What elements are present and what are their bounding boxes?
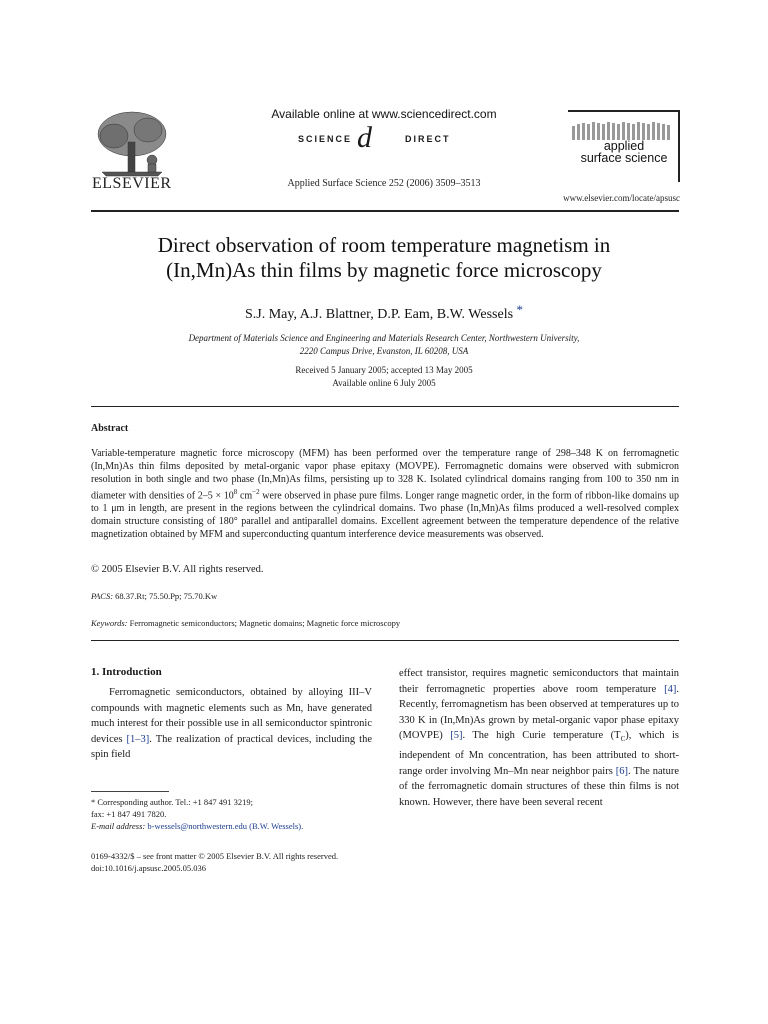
- pacs-line: [91, 591, 217, 601]
- footnote-line-2: fax: +1 847 491 7820.: [91, 809, 167, 819]
- article-title: [60, 233, 708, 283]
- abstract-text-1: Variable-temperature magnetic force microscopy (MFM) has been performed over the temperature range of 298–348 K on ferromagnetic (In,Mn)As thin films deposited by metal-organic vapor phase epitaxy (MOVPE). Ferromagnetic domains were observed with submicron resolution in both single and two phase (In,Mn)As films, persisting up to 328 K. Isolated cylindrical domains ranging from 100 to 350 nm in diameter with densities of 2–5 × 10: [91, 448, 679, 502]
- abstract-sup-1: 8: [233, 488, 238, 496]
- affiliation-line-1: Department of Materials Science and Engineering and Materials Research Center, Northwestern University,: [188, 333, 580, 343]
- pacs-codes: 68.37.Rt; 75.50.Pp; 75.70.Kw: [115, 591, 218, 601]
- header-divider: [91, 210, 679, 212]
- email-label: E-mail address:: [91, 821, 146, 831]
- sciencedirect-logo-right: DIRECT: [405, 134, 451, 144]
- intro-right-e: . The nature of the ferromagnetic domain structures of these thin films is not known. However, there have been several recent: [399, 765, 679, 808]
- intro-right-c: . The high Curie temperature (T: [462, 730, 621, 742]
- reference-link-5[interactable]: [5]: [450, 730, 463, 742]
- intro-right-d: ), which is independent of Mn concentration, has been attributed to short-range order involving Mn–Mn near neighbor pairs: [399, 730, 679, 777]
- journal-logo-line1: applied: [603, 139, 645, 153]
- affiliation-line-2: 2220 Campus Drive, Evanston, IL 60208, USA: [299, 345, 469, 356]
- author-list: [0, 302, 768, 323]
- intro-right-b: . Recently, ferromagnetism has been observed at temperatures up to 330 K in (In,Mn)As grown by metal-organic vapor phase epitaxy (MOVPE): [399, 683, 679, 742]
- journal-citation: Applied Surface Science 252 (2006) 3509–3513: [287, 178, 481, 189]
- intro-left-a: Ferromagnetic semiconductors, obtained by alloying III–V compounds with magnetic elements such as Mn, have generated much interest for their possible use in all semiconductor spintronic devices: [91, 687, 372, 745]
- title-line-2: (In,Mn)As thin films by magnetic force microscopy: [166, 258, 602, 282]
- keywords-line: [91, 618, 400, 628]
- abstract-body: [91, 447, 679, 541]
- article-dates: [0, 364, 768, 389]
- abstract-heading: Abstract: [91, 423, 129, 434]
- available-date: Available online 6 July 2005: [332, 377, 436, 388]
- publisher-name: ELSEVIER: [92, 175, 172, 192]
- journal-logo-text: [570, 140, 678, 164]
- front-matter-line: 0169-4332/$ – see front matter © 2005 Elsevier B.V. All rights reserved.: [91, 851, 339, 861]
- curie-subscript: C: [620, 735, 626, 744]
- reference-link-4[interactable]: [4]: [664, 683, 677, 695]
- section-heading-introduction: 1. Introduction: [91, 666, 162, 678]
- footnote-divider: [91, 791, 169, 792]
- available-online-line: Available online at www.sciencedirect.com: [271, 107, 497, 121]
- journal-logo-line2: surface science: [580, 151, 668, 165]
- keywords-text: Ferromagnetic semiconductors; Magnetic domains; Magnetic force microscopy: [129, 618, 401, 628]
- intro-left-b: . The realization of practical devices, including the spin field: [91, 733, 372, 761]
- corresponding-author-mark[interactable]: *: [516, 302, 524, 317]
- footnote-email: [91, 820, 381, 832]
- abstract-divider: [91, 406, 679, 407]
- abstract-sup-2: −2: [252, 488, 260, 496]
- left-column-text: [91, 685, 372, 763]
- received-date: Received 5 January 2005; accepted 13 May 2005: [295, 365, 473, 375]
- sciencedirect-logo-at: d: [357, 121, 372, 154]
- intro-right-a: effect transistor, requires magnetic semiconductors that maintain their ferromagnetic properties above room temperature: [399, 668, 679, 695]
- footnote: [91, 796, 381, 832]
- abstract-copyright: © 2005 Elsevier B.V. All rights reserved.: [91, 564, 264, 575]
- front-matter-note: [91, 850, 338, 874]
- pacs-label: PACS:: [91, 591, 114, 601]
- right-column-text: [399, 666, 679, 810]
- reference-link-1-3[interactable]: [1–3]: [126, 733, 150, 745]
- email-link[interactable]: b-wessels@northwestern.edu (B.W. Wessels).: [147, 821, 304, 831]
- keywords-divider: [91, 640, 679, 641]
- abstract-text-3: were observed in phase pure films. Longer range magnetic order, in the form of ribbon-like domains up to 1 μm in length, are present in the regions between the cylindrical domains. Two phase (In,Mn)As films produced a well-resolved complex domain structure consisting of 180° parallel and antiparallel domains. Excellent agreement between the temperature dependence of the relative magnetization obtained by MFM and superconducting quantum interference device measurements was observed.: [91, 490, 679, 541]
- footnote-line-1: * Corresponding author. Tel.: +1 847 491 3219;: [91, 797, 253, 807]
- abstract-text-2: cm: [237, 490, 253, 502]
- sciencedirect-logo-left: SCIENCE: [298, 134, 353, 144]
- keywords-label: Keywords:: [91, 618, 128, 628]
- doi-line: doi:10.1016/j.apsusc.2005.05.036: [91, 863, 206, 873]
- journal-url: www.elsevier.com/locate/apsusc: [563, 193, 680, 203]
- title-line-1: Direct observation of room temperature magnetism in: [157, 233, 611, 257]
- affiliation: [90, 332, 678, 357]
- reference-link-6[interactable]: [6]: [615, 765, 629, 777]
- authors-text: S.J. May, A.J. Blattner, D.P. Eam, B.W. Wessels: [244, 307, 514, 322]
